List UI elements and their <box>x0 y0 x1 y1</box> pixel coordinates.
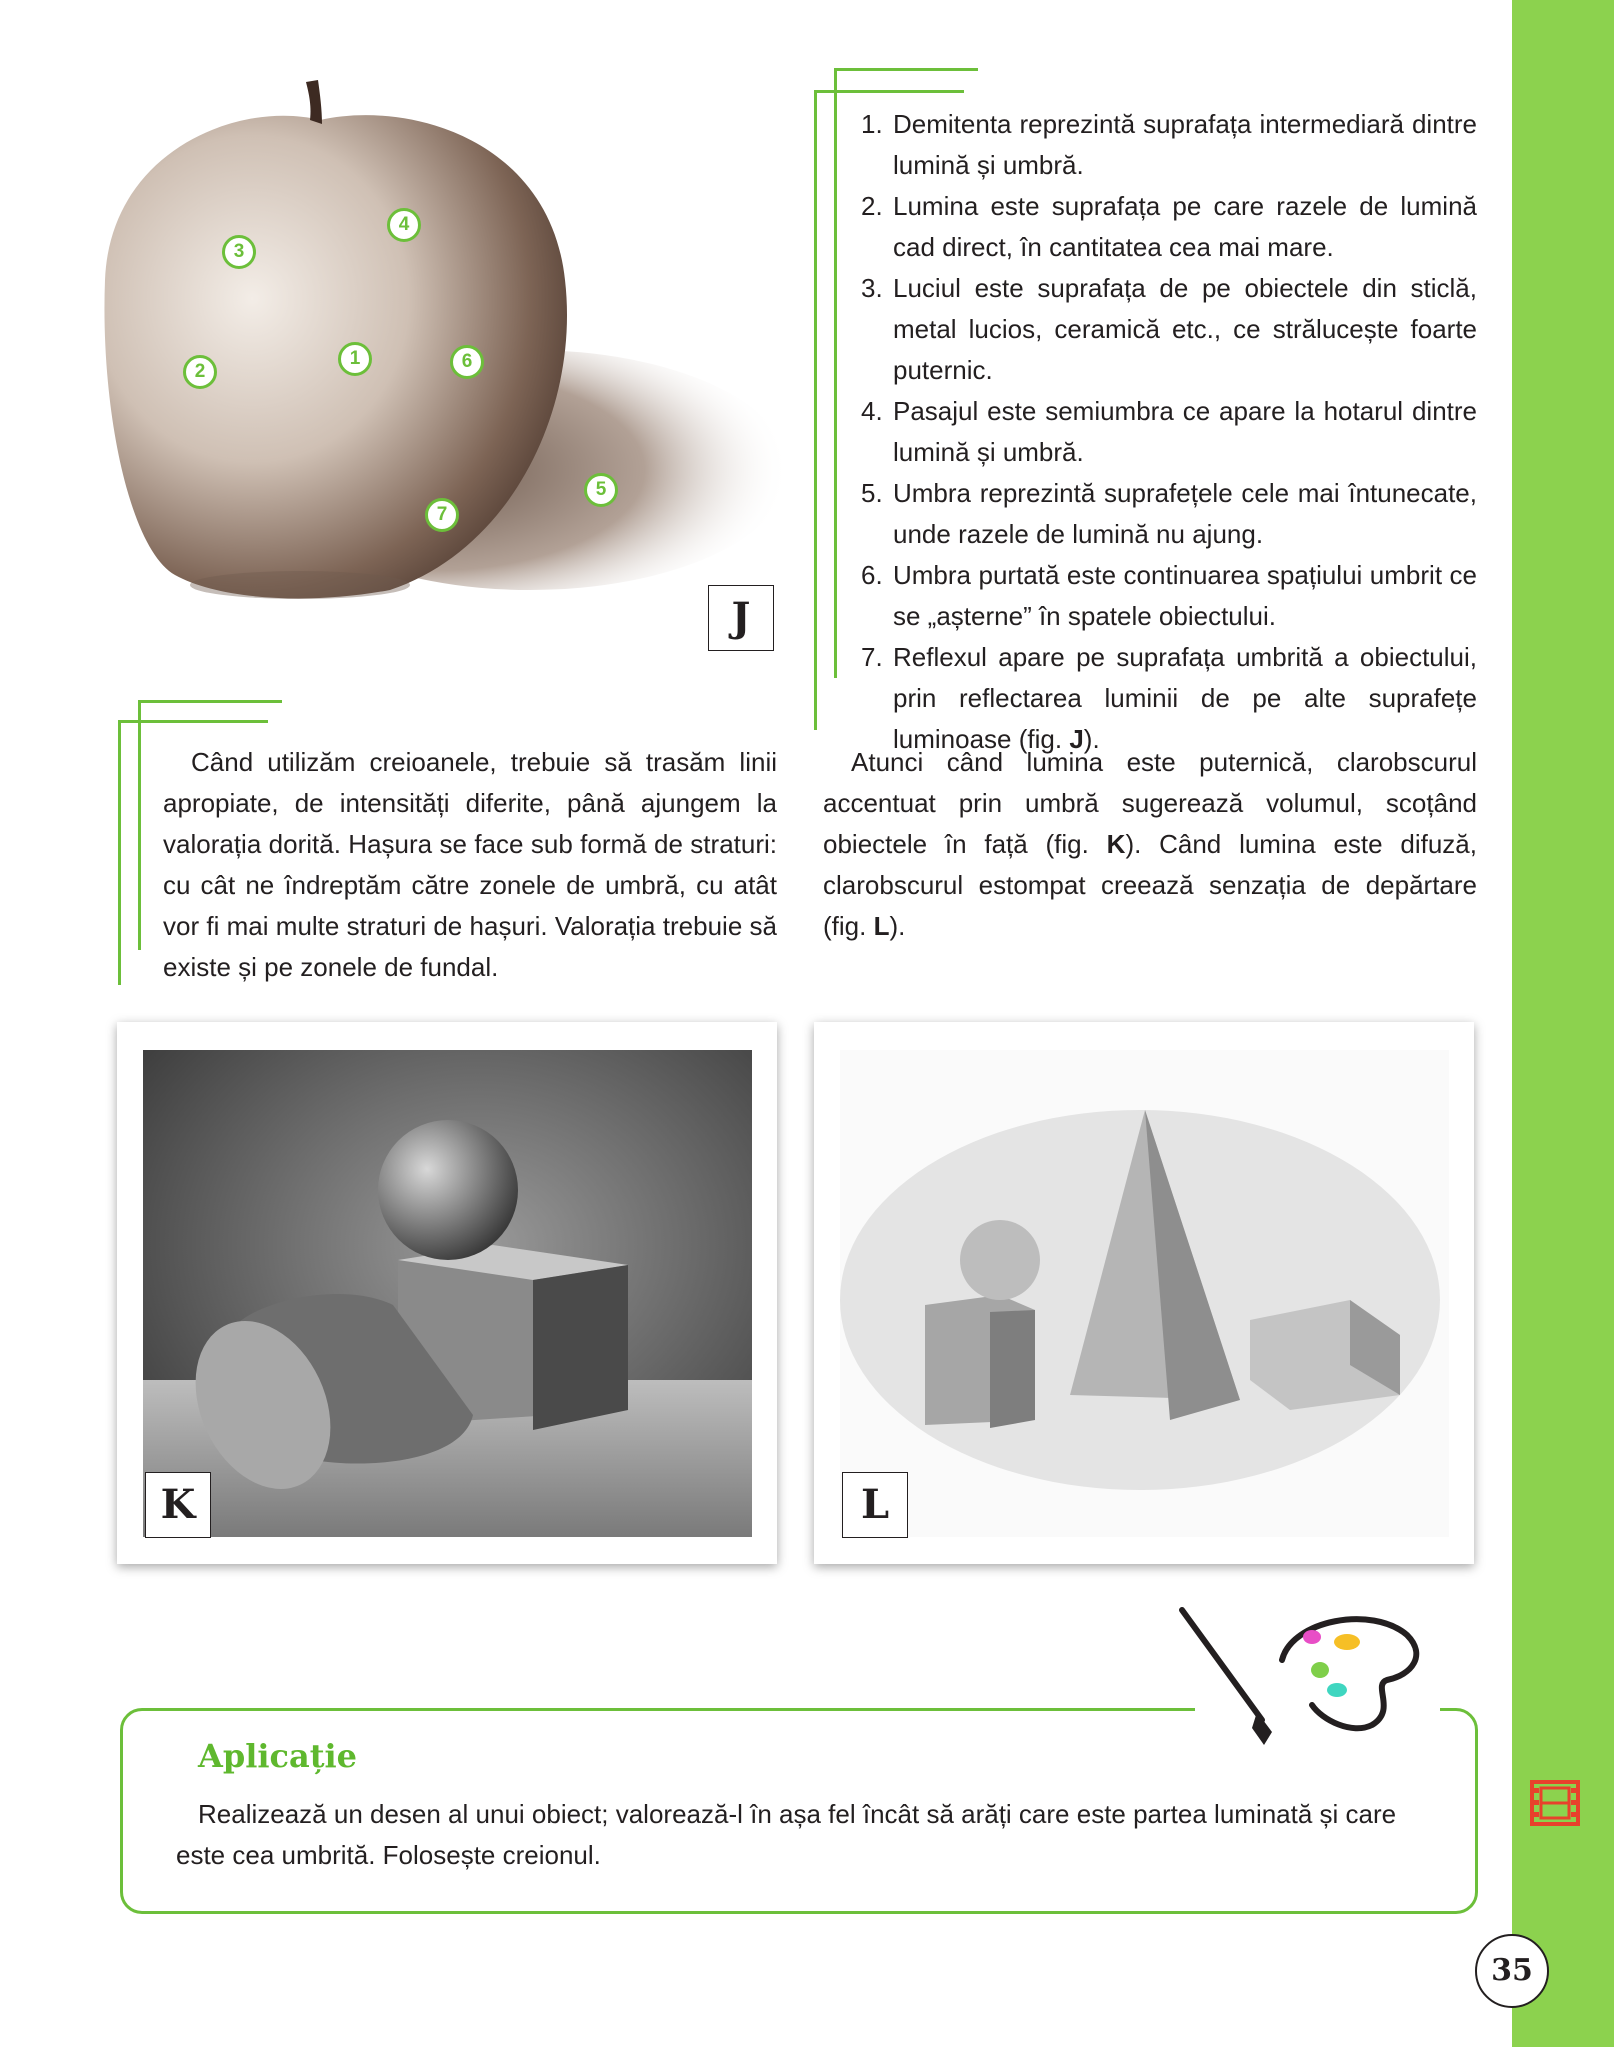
list-item-text: Reflexul apare pe suprafața umbrită a obiectului, prin reflectarea luminii de pe alte suprafețe luminoase (fig. <box>893 642 1477 754</box>
figure-label-k: K <box>145 1472 211 1538</box>
application-text: Realizează un desen al unui obiect; valorează-l în așa fel încât să arăți care este partea luminată și care este cea umbrită. Folosește creionul. <box>176 1799 1397 1870</box>
list-item-number: 7. <box>861 642 883 672</box>
marker-3: 3 <box>222 235 256 269</box>
bracket-line <box>814 90 964 93</box>
bracket-line <box>118 720 268 723</box>
bracket-line <box>834 68 837 678</box>
marker-4: 4 <box>387 208 421 242</box>
list-item-text: Demitenta reprezintă suprafața intermediară dintre lumină și umbră. <box>893 109 1477 180</box>
list-item <box>857 186 1477 268</box>
brush-palette-icon <box>1172 1600 1432 1750</box>
list-item <box>857 104 1477 186</box>
left-paragraph: Când utilizăm creioanele, trebuie să trasăm linii apropiate, de intensități diferite, până ajungem la valorația dorită. Hașura se face sub formă de straturi: cu cât ne îndreptăm către zonele de umbră, cu atât vor fi mai multe straturi de hașuri. Valorația trebuie să existe și pe zonele de fundal. <box>163 747 777 982</box>
marker-6: 6 <box>450 345 484 379</box>
apple-drawing-figure <box>70 80 810 680</box>
still-life-photo-l <box>840 1050 1449 1537</box>
figure-label-j: J <box>708 585 774 651</box>
figure-reference: L <box>873 911 890 941</box>
list-item-number: 1. <box>861 109 883 139</box>
marker-7: 7 <box>425 498 459 532</box>
list-item-number: 6. <box>861 560 883 590</box>
marker-1: 1 <box>338 342 372 376</box>
list-item-number: 5. <box>861 478 883 508</box>
right-paragraph <box>823 742 1477 947</box>
page-side-strip <box>1512 0 1614 2047</box>
marker-5: 5 <box>584 473 618 507</box>
bracket-line <box>118 720 121 985</box>
list-item <box>857 555 1477 637</box>
list-item <box>857 268 1477 391</box>
list-item-number: 2. <box>861 191 883 221</box>
definitions-list <box>857 104 1477 760</box>
figure-reference: K <box>1106 829 1126 859</box>
bracket-line <box>834 68 978 71</box>
paragraph-text: Atunci când lumina este puternică, clarobscurul accentuat prin umbră sugerează volumul, scoțând obiectele în față (fig. <box>823 747 1477 859</box>
list-item-number: 3. <box>861 273 883 303</box>
bracket-line <box>814 90 817 730</box>
figure-label-l: L <box>842 1472 908 1538</box>
marker-2: 2 <box>183 355 217 389</box>
apple-drawing <box>70 80 810 680</box>
bracket-line <box>138 700 141 950</box>
still-life-photo-k <box>143 1050 752 1537</box>
list-item-text: Pasajul este semiumbra ce apare la hotarul dintre lumină și umbră. <box>893 396 1477 467</box>
list-item-text: Luciul este suprafața de pe obiectele din sticlă, metal lucios, ceramică etc., ce strălucește foarte puternic. <box>893 273 1477 385</box>
list-item-text: Umbra purtată este continuarea spațiului umbrit ce se „așterne” în spatele obiectului. <box>893 560 1477 631</box>
list-item-text: Umbra reprezintă suprafețele cele mai întunecate, unde razele de lumină nu ajung. <box>893 478 1477 549</box>
list-item-text: Lumina este suprafața pe care razele de lumină cad direct, în cantitatea cea mai mare. <box>893 191 1477 262</box>
paragraph-text: ). Când lumina este difuză, clarobscurul estompat creează senzația de depărtare (fig. <box>823 829 1477 941</box>
list-item <box>857 391 1477 473</box>
list-item <box>857 473 1477 555</box>
page-number: 35 <box>1475 1934 1549 2008</box>
bracket-line <box>138 700 282 703</box>
figure-reference: J <box>1069 724 1084 754</box>
film-icon <box>1530 1780 1580 1826</box>
list-item-number: 4. <box>861 396 883 426</box>
application-title: Aplicație <box>198 1737 358 1775</box>
paragraph-text: ). <box>889 911 906 941</box>
list-item-text: ). <box>1083 724 1100 754</box>
